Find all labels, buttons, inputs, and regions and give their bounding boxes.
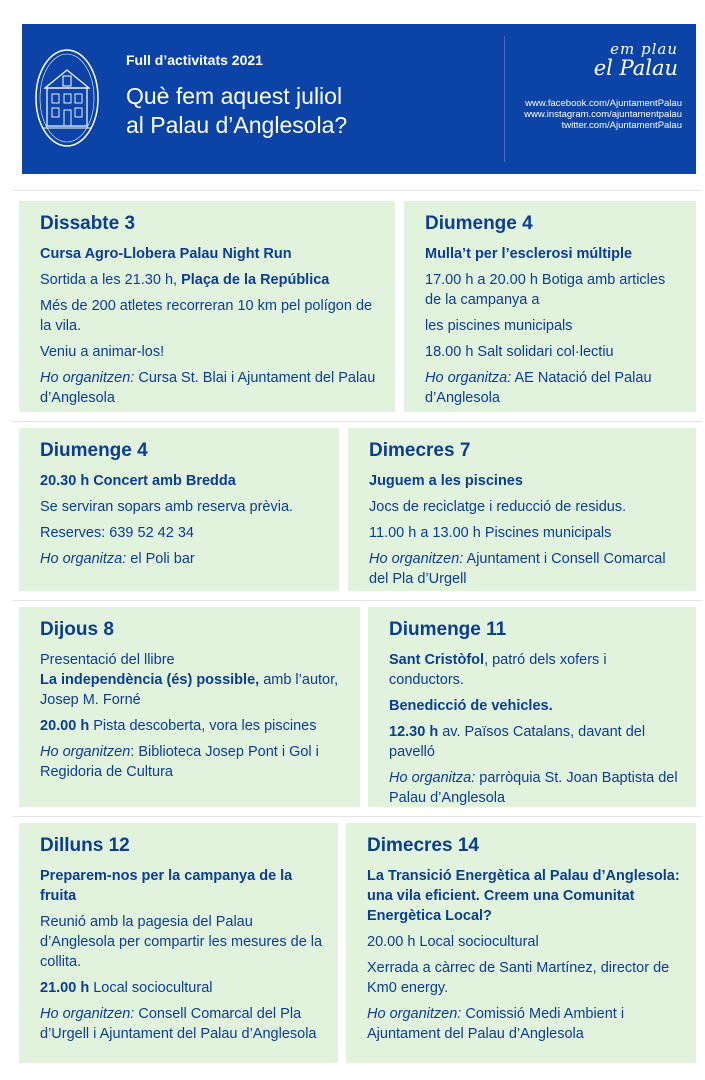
town-seal-icon (34, 48, 100, 148)
event-detail: 21.00 h Local sociocultural (40, 980, 213, 996)
event-detail: Veniu a animar-los! (40, 344, 165, 360)
event-card-dilluns-12 (19, 823, 338, 1063)
brand-logo (594, 40, 678, 80)
event-detail: Reserves: 639 52 42 34 (40, 525, 194, 541)
event-detail: Reunió amb la pagesia del Palau d’Anglesola per compartir les mesures de la collita. (40, 914, 323, 970)
event-detail: 11.00 h a 13.00 h Piscines municipals (369, 525, 612, 541)
event-day: Diumenge 4 (425, 213, 533, 234)
header-divider (504, 36, 505, 162)
event-organizer: Ho organitzen: Biblioteca Josep Pont i Gol i Regidoria de Cultura (40, 744, 319, 780)
event-day: Dilluns 12 (40, 835, 130, 856)
event-title: Juguem a les piscines (369, 473, 523, 489)
event-detail: Sortida a les 21.30 h, Plaça de la República (40, 272, 330, 288)
title-line-1: Què fem aquest juliol (126, 83, 343, 109)
event-detail: 18.00 h Salt solidari col·lectiu (425, 344, 614, 360)
page-title (126, 82, 426, 140)
event-detail: Xerrada a càrrec de Santi Martínez, director de Km0 energy. (367, 960, 670, 996)
social-links (524, 98, 682, 131)
instagram-link[interactable]: www.instagram.com/ajuntamentpalau (524, 109, 682, 120)
event-card-dimecres-14 (346, 823, 696, 1063)
event-title: Cursa Agro-Llobera Palau Night Run (40, 246, 292, 262)
event-card-dijous-8 (19, 607, 360, 807)
event-card-dissabte-3 (19, 201, 395, 412)
event-detail: 20.00 h Pista descoberta, vora les piscines (40, 718, 317, 734)
event-detail: 20.00 h Local sociocultural (367, 934, 539, 950)
event-detail: Presentació del llibre La independència (és) possible, amb l’autor, Josep M. Forné (40, 652, 339, 708)
event-detail: Se serviran sopars amb reserva prèvia. (40, 499, 294, 515)
event-organizer: Ho organitzen: Consell Comarcal del Pla d’Urgell i Ajuntament del Palau d’Anglesola (40, 1006, 317, 1042)
event-day: Dimecres 7 (369, 440, 471, 461)
event-organizer: Ho organitza: el Poli bar (40, 551, 195, 567)
event-title: Mulla’t per l’esclerosi múltiple (425, 246, 633, 262)
row-divider (12, 190, 702, 191)
event-day: Diumenge 4 (40, 440, 148, 461)
event-detail: les piscines municipals (425, 318, 573, 334)
brand-line-1: em plau (610, 40, 678, 58)
event-organizer: Ho organitza: AE Natació del Palau d’Anglesola (425, 370, 652, 406)
event-card-diumenge-4-piscines (404, 201, 696, 412)
event-card-diumenge-11 (368, 607, 696, 807)
event-day: Diumenge 11 (389, 619, 507, 640)
header-banner (22, 24, 696, 174)
event-card-diumenge-4-concert (19, 428, 339, 591)
event-day: Dissabte 3 (40, 213, 136, 234)
event-day: Dimecres 14 (367, 835, 479, 856)
event-organizer: Ho organitza: parròquia St. Joan Baptista del Palau d’Anglesola (389, 770, 678, 806)
title-line-2: al Palau d’Anglesola? (126, 112, 348, 138)
event-day: Dijous 8 (40, 619, 114, 640)
event-detail: Més de 200 atletes recorreran 10 km pel polígon de la vila. (40, 298, 373, 334)
facebook-link[interactable]: www.facebook.com/AjuntamentPalau (525, 98, 682, 109)
event-title: La Transició Energètica al Palau d’Anglesola: una vila eficient. Creem una Comunitat Energètica Local? (367, 868, 680, 924)
event-detail: 17.00 h a 20.00 h Botiga amb articles de la campanya a (425, 272, 666, 308)
event-title: Preparem-nos per la campanya de la fruita (40, 868, 293, 904)
event-detail: Sant Cristòfol, patró dels xofers i conductors. (389, 652, 607, 688)
twitter-link[interactable]: twitter.com/AjuntamentPalau (561, 120, 682, 131)
event-organizer: Ho organitzen: Cursa St. Blai i Ajuntament del Palau d’Anglesola (40, 370, 376, 406)
brand-line-2: el Palau (593, 56, 678, 80)
supertitle: Full d’activitats 2021 (126, 52, 263, 68)
event-title: 20.30 h Concert amb Bredda (40, 473, 236, 489)
event-card-dimecres-7 (348, 428, 696, 591)
row-divider (12, 600, 702, 601)
row-divider (12, 816, 702, 817)
event-detail: 12.30 h av. Països Catalans, davant del pavelló (389, 724, 646, 760)
event-title: Benedicció de vehicles. (389, 698, 553, 714)
event-detail: Jocs de reciclatge i reducció de residus. (369, 499, 627, 515)
event-organizer: Ho organitzen: Ajuntament i Consell Comarcal del Pla d’Urgell (369, 551, 666, 587)
row-divider (12, 421, 702, 422)
event-organizer: Ho organitzen: Comissió Medi Ambient i Ajuntament del Palau d’Anglesola (367, 1006, 625, 1042)
